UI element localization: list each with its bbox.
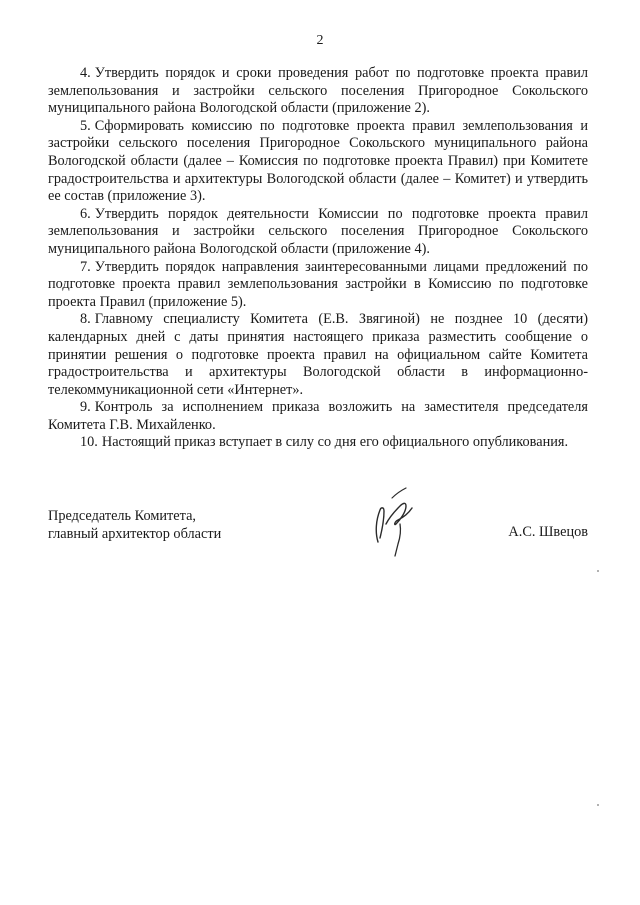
signer-name: А.С. Швецов xyxy=(508,524,588,540)
handwritten-signature-icon xyxy=(356,480,436,560)
signer-position-line-2: главный архитектор области xyxy=(48,526,222,542)
paragraph-10 xyxy=(48,434,588,452)
paragraph-5 xyxy=(48,118,588,206)
paragraph-text: Утвердить порядок деятельности Комиссии по подготовке проекта правил землепользования и застройки сельского поселения Пригородное Сокольского муниципального района Вологодской области (приложение 4). xyxy=(48,205,588,257)
signer-position xyxy=(48,507,221,543)
paragraph-text: Сформировать комиссию по подготовке проекта правил землепользования и застройки сельского поселения Пригородное Сокольского муниципального района Вологодской области (далее – Комиссия по подготовке проекта Правил) при Комитете градостроительства и архитектуры Вологодской области (далее – Комитет) и утвердить ее состав (приложение 3). xyxy=(48,117,588,205)
paragraph-number: 10. xyxy=(80,434,98,451)
page-number: 2 xyxy=(316,33,324,48)
paragraph-number: 4. xyxy=(80,65,91,81)
paragraph-7 xyxy=(48,259,588,312)
paragraph-number: 8. xyxy=(80,311,91,328)
paragraph-text: Утвердить порядок и сроки проведения работ по подготовке проекта правил землепользования и застройки сельского поселения Пригородное Сокольского муниципального района Вологодской области (приложение 2). xyxy=(48,65,588,117)
signer-position-line-1: Председатель Комитета, xyxy=(48,508,196,524)
order-body xyxy=(48,65,588,452)
paragraph-9 xyxy=(48,399,588,434)
paragraph-number: 6. xyxy=(80,205,91,222)
paragraph-8 xyxy=(48,311,588,399)
paragraph-text: Контроль за исполнением приказа возложить на заместителя председателя Комитета Г.В. Михайленко. xyxy=(48,399,588,433)
paragraph-number: 5. xyxy=(80,117,91,134)
paragraph-number: 7. xyxy=(80,258,91,275)
scan-artifact xyxy=(597,570,599,572)
scan-artifact xyxy=(597,804,599,806)
paragraph-text: Настоящий приказ вступает в силу со дня его официального опубликования. xyxy=(101,434,569,451)
paragraph-text: Главному специалисту Комитета (Е.В. Звягиной) не позднее 10 (десяти) календарных дней с даты принятия настоящего приказа разместить сообщение о принятии решения о подготовке проекта правил на официальном сайте Комитета градостроительства и архитектуры Вологодской области в информационно-телекоммуникационной сети «Интернет». xyxy=(48,311,588,398)
paragraph-4 xyxy=(48,65,588,118)
paragraph-6 xyxy=(48,206,588,259)
signature-block xyxy=(48,497,588,557)
paragraph-number: 9. xyxy=(80,399,91,416)
paragraph-text: Утвердить порядок направления заинтересованными лицами предложений по подготовке проекта правил землепользования застройки в Комиссию по подготовке проекта Правил (приложение 5). xyxy=(48,258,588,310)
